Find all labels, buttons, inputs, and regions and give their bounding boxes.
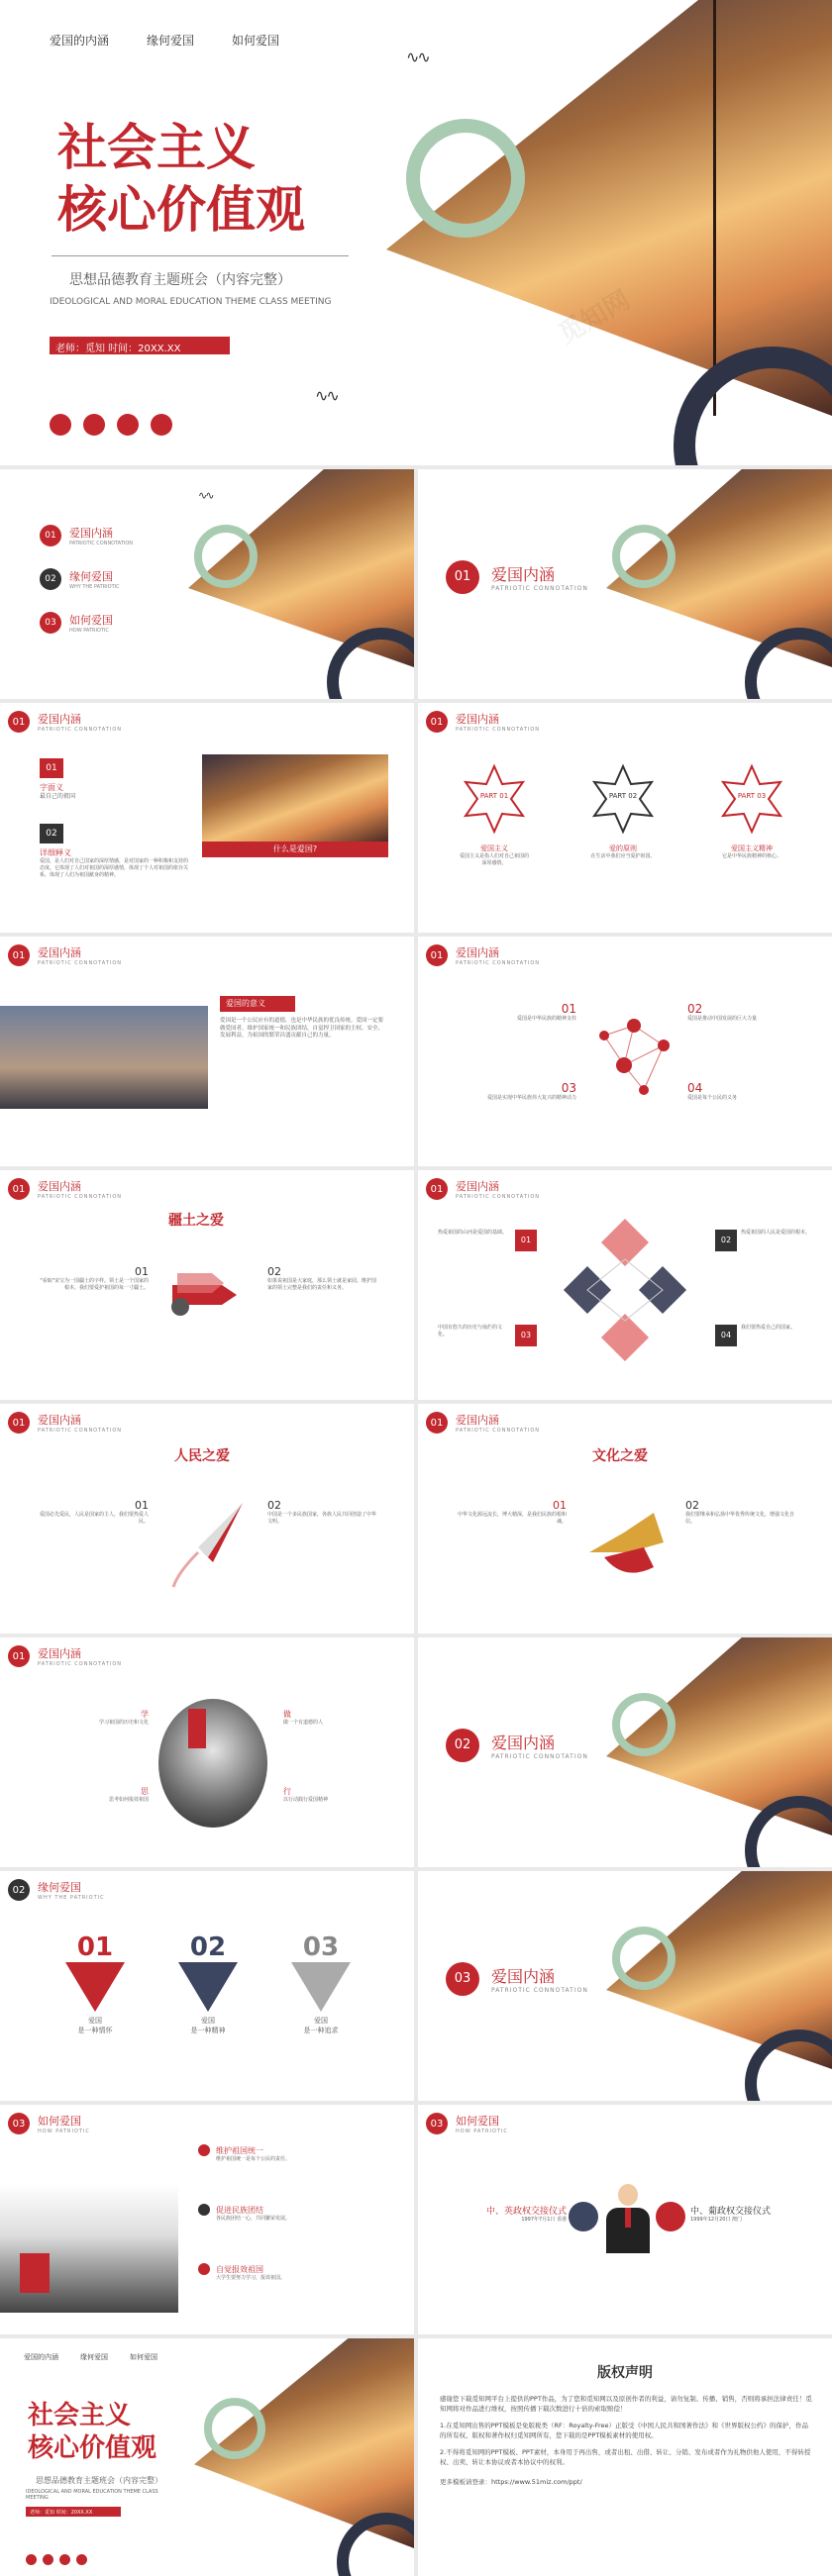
header-number: 01 bbox=[8, 944, 30, 966]
slide-header bbox=[8, 944, 122, 966]
section-number: 01 bbox=[446, 560, 479, 594]
section-title: 爱国内涵 bbox=[491, 1967, 556, 1986]
cover-icons bbox=[26, 2554, 87, 2565]
territory-item bbox=[267, 1265, 376, 1292]
diamond-item bbox=[715, 1325, 814, 1346]
part-card[interactable] bbox=[715, 762, 788, 860]
slide-literal-meaning[interactable] bbox=[0, 703, 414, 933]
learn-item bbox=[50, 1786, 149, 1804]
slide-three-parts[interactable] bbox=[418, 703, 832, 933]
header-number: 01 bbox=[426, 711, 448, 733]
globe-icon[interactable] bbox=[43, 2554, 53, 2565]
literal-item bbox=[40, 758, 188, 801]
diamond-graphic bbox=[557, 1218, 695, 1366]
slide-meaning[interactable] bbox=[0, 937, 414, 1166]
item-line1: 爱国 bbox=[314, 2017, 328, 2025]
green-ring bbox=[194, 525, 258, 588]
section-title: 爱国内涵 bbox=[491, 1734, 556, 1752]
triangle-icon bbox=[178, 1962, 238, 2012]
header-en: HOW PATRIOTIC bbox=[38, 2129, 90, 2134]
item-title: 做 bbox=[283, 1710, 291, 1719]
why-item[interactable] bbox=[168, 1932, 248, 2035]
green-ring bbox=[612, 1693, 676, 1756]
cover-title-line2: 核心价值观 bbox=[57, 180, 305, 239]
flag-decoration bbox=[188, 1709, 206, 1748]
header-number: 01 bbox=[426, 1178, 448, 1200]
image-caption: 什么是爱国? bbox=[202, 842, 388, 857]
bullet-icon bbox=[198, 2204, 210, 2216]
arrows-graphic bbox=[162, 1265, 252, 1325]
item-title: 促进民族团结 bbox=[216, 2205, 263, 2215]
detail-item bbox=[40, 824, 188, 879]
toc-en: HOW PATRIOTIC bbox=[69, 628, 109, 634]
propaganda-poster-image bbox=[0, 2184, 178, 2313]
cover-meta: 老师：觅知 时间：20XX.XX bbox=[50, 337, 230, 354]
item-desc: 我们要继承和弘扬中华优秀传统文化，增强文化自信。 bbox=[685, 1512, 795, 1525]
diamond-item bbox=[438, 1230, 537, 1251]
how-item[interactable] bbox=[198, 2204, 396, 2223]
trumpet-graphic bbox=[584, 1503, 674, 1582]
item-number: 02 bbox=[189, 1932, 227, 1962]
copyright-title: 版权声明 bbox=[597, 2365, 653, 2381]
green-ring bbox=[612, 1927, 676, 1990]
header-title: 如何爱国 bbox=[38, 2115, 81, 2128]
header-number: 01 bbox=[8, 1645, 30, 1667]
cover-nav-item[interactable]: 爱国的内涵 bbox=[24, 2353, 58, 2361]
item-title: 学 bbox=[141, 1710, 149, 1719]
item-number: 01 bbox=[561, 1002, 576, 1016]
cover-nav-item[interactable]: 缘何爱国 bbox=[80, 2353, 108, 2361]
slide-handover[interactable] bbox=[418, 2105, 832, 2334]
header-en: HOW PATRIOTIC bbox=[456, 2129, 508, 2134]
item-desc: 中华文化源远流长，博大精深，是我们民族的根和魂。 bbox=[458, 1512, 568, 1525]
toc-title: 爱国内涵 bbox=[69, 527, 113, 540]
item-desc: "看取"宋宝为一国疆土的字样。领土是一个国家的根本，我们要爱护祖国的每一寸疆土。 bbox=[40, 1278, 149, 1291]
item-number: 01 bbox=[76, 1932, 114, 1962]
why-item[interactable] bbox=[55, 1932, 135, 2035]
header-number: 03 bbox=[8, 2113, 30, 2134]
item-number: 02 bbox=[267, 1499, 281, 1512]
handover-left bbox=[438, 2204, 567, 2224]
culture-item bbox=[458, 1499, 567, 1526]
item-number: 04 bbox=[687, 1081, 703, 1095]
part-desc: 它是中华民族精神的核心。 bbox=[721, 853, 781, 859]
section-title: 爱国内涵 bbox=[491, 565, 556, 584]
item-number: 02 bbox=[687, 1002, 703, 1016]
header-en: WHY THE PATRIOTIC bbox=[38, 1895, 105, 1901]
header-en: PATRIOTIC CONNOTATION bbox=[456, 1194, 541, 1200]
header-title: 爱国内涵 bbox=[456, 1414, 499, 1427]
people-item bbox=[40, 1499, 149, 1526]
item-line1: 爱国 bbox=[88, 2017, 102, 2025]
location-icon[interactable] bbox=[76, 2554, 87, 2565]
item-desc: 各民族团结一心，共同繁荣发展。 bbox=[216, 2216, 291, 2222]
meaning-heading: 爱国的意义 bbox=[220, 996, 295, 1012]
header-number: 03 bbox=[426, 2113, 448, 2134]
header-en: PATRIOTIC CONNOTATION bbox=[38, 1661, 123, 1667]
section-number: 03 bbox=[446, 1962, 479, 1996]
learn-item bbox=[50, 1709, 149, 1727]
cover-nav bbox=[24, 2352, 157, 2362]
part-desc: 爱国主义是指人们对自己祖国的深厚感情。 bbox=[459, 853, 529, 866]
item-number: 03 bbox=[302, 1932, 340, 1962]
location-icon[interactable] bbox=[151, 414, 172, 436]
slide-territory-love[interactable] bbox=[0, 1170, 414, 1400]
territory-item bbox=[40, 1265, 149, 1292]
header-en: PATRIOTIC CONNOTATION bbox=[38, 727, 123, 733]
section-heading bbox=[446, 1962, 588, 1996]
cover-title-line1: 社会主义 bbox=[57, 119, 256, 176]
slide-header bbox=[8, 1412, 122, 1434]
rocket-graphic bbox=[168, 1493, 258, 1592]
slide-header bbox=[426, 2113, 508, 2134]
slide-header bbox=[8, 711, 122, 733]
copyright-paragraph: 2.不得将觅知网的PPT模板、PPT素材，本身用于再出售，或者出租、出借、转让、分销、发布或者作为礼物供他人使用，不得转授权、出卖、转让本协议或者本协议中的权利。 bbox=[440, 2447, 811, 2466]
section-slide-3[interactable] bbox=[418, 1871, 832, 2101]
cover-title bbox=[57, 117, 305, 241]
item-desc: 思考如何报效祖国 bbox=[108, 1797, 149, 1803]
part-label: PART 03 bbox=[737, 792, 767, 800]
header-number: 01 bbox=[8, 1412, 30, 1434]
item-title: 思 bbox=[141, 1787, 149, 1796]
cover-title-line2: 核心价值观 bbox=[28, 2432, 157, 2463]
header-en: PATRIOTIC CONNOTATION bbox=[38, 1194, 123, 1200]
item-line2: 是一种精神 bbox=[190, 2027, 226, 2034]
header-number: 01 bbox=[426, 1412, 448, 1434]
item-number: 01 bbox=[40, 758, 63, 778]
cover-nav-item[interactable]: 爱国的内涵 bbox=[50, 34, 110, 48]
item-desc: 最自己的祖国 bbox=[40, 793, 76, 800]
divider bbox=[52, 255, 349, 256]
header-title: 爱国内涵 bbox=[456, 1180, 499, 1193]
network-item bbox=[477, 1081, 576, 1102]
part-desc: 在生活中我们应当爱护祖国。 bbox=[590, 853, 656, 859]
item-desc: 以行动践行爱国精神 bbox=[283, 1797, 329, 1803]
network-item bbox=[687, 1002, 786, 1023]
topic-title: 疆土之爱 bbox=[168, 1213, 224, 1229]
item-line1: 爱国 bbox=[201, 2017, 215, 2025]
why-item[interactable] bbox=[281, 1932, 361, 2035]
toc-title: 缘何爱国 bbox=[69, 570, 113, 583]
handover-date: 1997年7月1日 香港 bbox=[521, 2217, 567, 2223]
phone-icon[interactable] bbox=[50, 414, 71, 436]
slide-network[interactable] bbox=[418, 937, 832, 1166]
businessman-icon bbox=[606, 2184, 650, 2253]
part-title: 爱的原则 bbox=[609, 844, 637, 852]
cover-slide[interactable] bbox=[0, 0, 832, 465]
toc-number: 01 bbox=[40, 525, 61, 546]
wave-decoration: ∿∿ bbox=[315, 386, 338, 405]
culture-item bbox=[685, 1499, 794, 1526]
header-title: 爱国内涵 bbox=[38, 1414, 81, 1427]
section-heading bbox=[446, 1729, 588, 1762]
cover-subtitle: 思想品德教育主题班会（内容完整） bbox=[69, 272, 291, 288]
network-graphic bbox=[584, 1006, 683, 1105]
item-desc: 中国是一个多民族国家，各族人民共同创造了中华文明。 bbox=[267, 1512, 377, 1525]
handover-right bbox=[690, 2204, 819, 2224]
item-number: 02 bbox=[715, 1230, 737, 1251]
item-desc: 爱国是中华民族的精神支柱 bbox=[516, 1016, 576, 1022]
end-cover-slide[interactable] bbox=[0, 2338, 414, 2576]
item-desc: 爱国是实现中华民族伟大复兴的精神动力 bbox=[486, 1095, 576, 1101]
slide-header bbox=[426, 711, 540, 733]
item-line2: 是一种情怀 bbox=[77, 2027, 113, 2034]
item-desc: 爱国必先爱民，人民是国家的主人，我们要热爱人民。 bbox=[40, 1512, 150, 1525]
toc-slide[interactable] bbox=[0, 469, 414, 699]
header-title: 爱国内涵 bbox=[456, 946, 499, 959]
cover-title-line1: 社会主义 bbox=[28, 2401, 132, 2430]
toc-item[interactable] bbox=[40, 568, 120, 590]
item-desc: 学习祖国的历史和文化 bbox=[98, 1720, 149, 1726]
copyright-paragraph: 1.在觅知网出售的PPT模板是免版税类（RF：Royalty-Free）正版受《中国人民共和国著作法》和《世界版权公约》的保护，作品的所有权、版权和著作权归觅知网所有，您下载的是PPT模板素材的使用权。 bbox=[440, 2421, 809, 2440]
user-icon[interactable] bbox=[117, 414, 139, 436]
section-heading bbox=[446, 560, 588, 594]
item-title: 行 bbox=[283, 1787, 291, 1796]
topic-title: 人民之爱 bbox=[174, 1448, 230, 1464]
item-title: 自觉报效祖国 bbox=[216, 2264, 263, 2274]
toc-en: WHY THE PATRIOTIC bbox=[69, 584, 120, 590]
how-item[interactable] bbox=[198, 2144, 396, 2163]
item-number: 03 bbox=[515, 1325, 537, 1346]
bullet-icon bbox=[198, 2263, 210, 2275]
header-title: 爱国内涵 bbox=[38, 713, 81, 726]
toc-number: 02 bbox=[40, 568, 61, 590]
learn-item bbox=[283, 1786, 382, 1804]
cover-english-subtitle: IDEOLOGICAL AND MORAL EDUCATION THEME CLASS MEETING bbox=[50, 297, 332, 307]
slide-header bbox=[426, 1412, 540, 1434]
green-ring bbox=[406, 119, 525, 238]
handover-title: 中、英政权交接仪式 bbox=[485, 2207, 567, 2217]
section-en: PATRIOTIC CONNOTATION bbox=[491, 1987, 588, 1994]
item-line2: 是一种追求 bbox=[303, 2027, 339, 2034]
handshake-icon bbox=[656, 2202, 685, 2231]
toc-title: 如何爱国 bbox=[69, 614, 113, 627]
part-card[interactable] bbox=[458, 762, 531, 867]
toc-en: PATRIOTIC CONNOTATION bbox=[69, 541, 134, 546]
section-slide-1[interactable] bbox=[418, 469, 832, 699]
header-title: 如何爱国 bbox=[456, 2115, 499, 2128]
part-card[interactable] bbox=[586, 762, 660, 860]
toc-number: 03 bbox=[40, 612, 61, 634]
item-desc: 热爱祖国的人民是爱国的根本。 bbox=[741, 1230, 811, 1236]
header-title: 爱国内涵 bbox=[38, 946, 81, 959]
item-desc: 爱国，是人们对自己国家的深厚情感，是对国家的一种积极和支持的态度。它体现了人们对祖国的深厚感情，体现了个人对祖国的依存关系，体现了人们为祖国献身的精神。 bbox=[40, 858, 189, 878]
part-label: PART 02 bbox=[608, 792, 638, 800]
header-number: 01 bbox=[426, 944, 448, 966]
slide-culture-love[interactable] bbox=[418, 1404, 832, 1634]
item-desc: 中国有悠久的历史与灿烂的文化。 bbox=[438, 1325, 503, 1338]
item-desc: 热爱祖国的山河是爱国的基础。 bbox=[438, 1230, 508, 1236]
header-title: 爱国内涵 bbox=[456, 713, 499, 726]
network-item bbox=[687, 1081, 786, 1102]
item-number: 02 bbox=[685, 1499, 699, 1512]
learn-item bbox=[283, 1709, 382, 1727]
item-number: 03 bbox=[561, 1081, 576, 1095]
wave-decoration: ∿∿ bbox=[406, 48, 429, 66]
slide-header bbox=[8, 1178, 122, 1200]
people-item bbox=[267, 1499, 376, 1526]
item-number: 02 bbox=[40, 824, 63, 843]
mast-decoration bbox=[713, 0, 716, 416]
topic-title: 文化之爱 bbox=[592, 1448, 648, 1464]
red-book-decoration bbox=[20, 2253, 50, 2293]
how-item[interactable] bbox=[198, 2263, 396, 2282]
handover-title: 中、葡政权交接仪式 bbox=[690, 2207, 772, 2217]
wave-decoration: ∿∿ bbox=[198, 489, 213, 502]
part-label: PART 01 bbox=[479, 792, 509, 800]
phone-icon[interactable] bbox=[26, 2554, 37, 2565]
triangle-icon bbox=[65, 1962, 125, 2012]
copyright-paragraph: 感谢您下载觅知网平台上提供的PPT作品，为了您和觅知网以及原创作者的利益，请勿复制、传播、销售，否则将承担法律责任！觅知网将对作品进行维权，按照传播下载次数进行十倍的索取赔偿！ bbox=[440, 2395, 812, 2414]
part-title: 爱国主义精神 bbox=[731, 844, 773, 852]
cover-icons bbox=[50, 414, 172, 436]
meaning-body: 爱国是一个公民应有的道德，也是中华民族的优良传统。爱国一定要做爱国者，维护国家统一和民族团结，自觉捍卫国家的主权、安全、发展利益，为祖国的繁荣昌盛贡献自己的力量。 bbox=[220, 1018, 384, 1040]
header-en: PATRIOTIC CONNOTATION bbox=[456, 727, 541, 733]
header-title: 爱国内涵 bbox=[38, 1647, 81, 1660]
item-number: 04 bbox=[715, 1325, 737, 1346]
cover-nav-item[interactable]: 如何爱国 bbox=[130, 2353, 157, 2361]
item-desc: 如果说祖国是大家庭，那么领土就是家园。维护国家的领土完整是我们的责任和义务。 bbox=[267, 1278, 377, 1291]
header-en: PATRIOTIC CONNOTATION bbox=[456, 1428, 541, 1434]
item-number: 02 bbox=[267, 1265, 281, 1278]
slide-header bbox=[8, 1879, 105, 1901]
header-en: PATRIOTIC CONNOTATION bbox=[456, 960, 541, 966]
header-title: 缘何爱国 bbox=[38, 1881, 81, 1894]
item-title: 维护祖国统一 bbox=[216, 2145, 263, 2155]
diamond-item bbox=[438, 1325, 537, 1346]
cover-meta: 老师：觅知 时间：20XX.XX bbox=[26, 2507, 121, 2517]
item-desc: 大学生要努力学习，报效祖国。 bbox=[216, 2275, 286, 2281]
item-desc: 做一个有道德的人 bbox=[283, 1720, 324, 1726]
slide-how-patriotic[interactable] bbox=[0, 2105, 414, 2334]
item-number: 01 bbox=[135, 1499, 149, 1512]
header-en: PATRIOTIC CONNOTATION bbox=[38, 960, 123, 966]
header-en: PATRIOTIC CONNOTATION bbox=[38, 1428, 123, 1434]
handover-date: 1999年12月20日 澳门 bbox=[690, 2217, 743, 2223]
crowd-poster-image bbox=[158, 1699, 267, 1828]
cover-title bbox=[28, 2400, 156, 2464]
part-title: 爱国主义 bbox=[480, 844, 508, 852]
triangle-icon bbox=[291, 1962, 351, 2012]
bullet-icon bbox=[198, 2144, 210, 2156]
cover-nav-item[interactable]: 缘何爱国 bbox=[147, 34, 195, 48]
item-desc: 爱国是推动中国发展的巨大力量 bbox=[687, 1016, 758, 1022]
item-title: 详细释义 bbox=[40, 848, 71, 857]
slide-header bbox=[426, 944, 540, 966]
copyright-body bbox=[440, 2394, 812, 2488]
item-desc: 我们要热爱自己的国家。 bbox=[741, 1325, 796, 1331]
toc-item[interactable] bbox=[40, 612, 113, 634]
header-number: 02 bbox=[8, 1879, 30, 1901]
item-number: 01 bbox=[135, 1265, 149, 1278]
watermark: 觅知网 bbox=[553, 285, 636, 350]
cover-subtitle: 思想品德教育主题班会（内容完整） bbox=[36, 2476, 162, 2485]
item-desc: 维护祖国统一是每个公民的责任。 bbox=[216, 2156, 291, 2162]
section-en: PATRIOTIC CONNOTATION bbox=[491, 585, 588, 592]
slide-why-patriotic[interactable] bbox=[0, 1871, 414, 2101]
globe-icon[interactable] bbox=[83, 414, 105, 436]
item-title: 字面义 bbox=[40, 783, 63, 792]
diamond-item bbox=[715, 1230, 814, 1251]
green-ring bbox=[204, 2398, 265, 2459]
cover-english-subtitle: IDEOLOGICAL AND MORAL EDUCATION THEME CLASS MEETING bbox=[26, 2489, 158, 2501]
slide-header bbox=[8, 2113, 90, 2134]
cover-nav-item[interactable]: 如何爱国 bbox=[232, 34, 280, 48]
handshake-icon bbox=[569, 2202, 598, 2231]
section-number: 02 bbox=[446, 1729, 479, 1762]
item-number: 01 bbox=[553, 1499, 567, 1512]
slide-header bbox=[8, 1645, 122, 1667]
user-icon[interactable] bbox=[59, 2554, 70, 2565]
city-skyline-image bbox=[0, 1006, 208, 1109]
header-title: 爱国内涵 bbox=[38, 1180, 81, 1193]
header-number: 01 bbox=[8, 1178, 30, 1200]
header-number: 01 bbox=[8, 711, 30, 733]
green-ring bbox=[612, 525, 676, 588]
slide-learn-act[interactable] bbox=[0, 1637, 414, 1867]
network-item bbox=[477, 1002, 576, 1023]
slide-people-love[interactable] bbox=[0, 1404, 414, 1634]
cover-nav bbox=[50, 32, 279, 49]
section-slide-2[interactable] bbox=[418, 1637, 832, 1867]
slide-header bbox=[426, 1178, 540, 1200]
item-number: 01 bbox=[515, 1230, 537, 1251]
sailboat-image bbox=[202, 754, 388, 842]
copyright-slide[interactable] bbox=[418, 2338, 832, 2576]
toc-item[interactable] bbox=[40, 525, 133, 546]
copyright-link[interactable]: 更多模板请登录：https://www.51miz.com/ppt/ bbox=[440, 2478, 582, 2487]
slide-diamonds[interactable] bbox=[418, 1170, 832, 1400]
item-desc: 爱国是每个公民的义务 bbox=[687, 1095, 738, 1101]
section-en: PATRIOTIC CONNOTATION bbox=[491, 1753, 588, 1760]
